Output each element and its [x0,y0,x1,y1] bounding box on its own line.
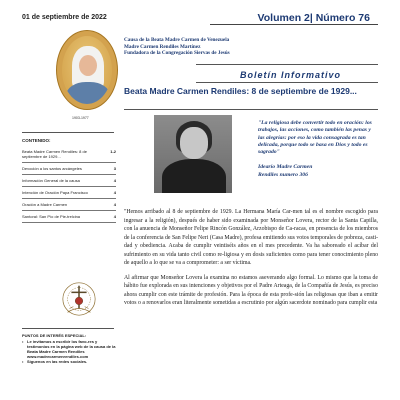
toc-item[interactable] [22,211,116,223]
special-interest-title: PUNTOS DE INTERÉS ESPECIAL: [22,333,87,338]
volume-number: Volumen 2| Número 76 [257,12,370,24]
boletin-bottom-rule [196,82,378,83]
article-headline: Beata Madre Carmen Rendiles: 8 de septiembre de 1929... [124,86,357,96]
article-body [124,208,378,314]
toc-item-title: Oración a Madre Carmen [22,202,68,207]
congregation-line-1: Causa de la Beata Madre Carmen de Venezuela [124,37,230,43]
toc-item-title: Información General de la causa [22,178,80,183]
sidebar-bottom-rule [22,328,114,329]
congregation-line-2: Madre Carmen Rendiles Martínez [124,43,201,50]
boletin-title: Boletín Informativo [240,70,342,80]
table-of-contents [22,146,116,223]
pull-quote [258,120,378,179]
special-interest-item: • Le invitamos a escribir los favo-res y testimonios en la página web de la causa de la Beata Madre Carmen Rendiles www.madrecarmenrendiles.com [22,339,118,359]
toc-item-page: 3 [113,166,116,171]
toc-item-page: 1-2 [110,149,116,154]
header-divider [210,24,378,25]
congregation-crest-icon [60,280,98,318]
headline-rule [124,109,378,110]
toc-item-title: Beata Madre Carmen Rendiles: 8 de septiembre de 1929... [22,149,87,159]
toc-item-title: Intención de Oración Papa Francisco [22,190,88,195]
madre-carmen-photo [154,115,232,193]
article-paragraph-2: Al afirmar que Monseñor Lovera la examina no estamos aseverando algo formal. Lo mismo que la toma de hábito fue explorada en sus intenciones y objetivos por el Padre Arteaga, de la Compañía de Jesús, es preciso ahora cumplir con este trámite de profesión. Para la época de esta profe-sión las religiosas que iban a emitir votos o a renovarlos eran literalmente sometidas a escrutinio por algún sacerdote nominado para cumplir esta [124,274,378,306]
toc-item[interactable] [22,199,116,211]
article-paragraph-1: "Hemos arribado al 8 de septiembre de 1929. La Hermana María Car-men tal es el nombre escogido para ingresar a la religión), después de haber sido examinada por Monseñor Lovera, rector de la Santa Capilla, con la anuencia de Monseñor Felipe Rincón González, Arzobispo de Ca-racas, en presencia de los miembros de la conferencia de San Felipe Neri (Casa Madre), profesa emitiendo sus votos temporales de pobreza, casti-dad y obediencia. Acaba de cumplir veintiséis años en el mes precedente. Va ha saboreado el acíbar del sufrimiento en su vida tanto civil como re-ligiosa y en dosis suficientes como para tener conocimiento pleno de aquello a lo que se va a comprometer: a ser víctima. [124,209,379,266]
lifespan-caption: 1903-1977 [72,116,89,120]
toc-item[interactable] [22,146,116,163]
madre-carmen-medallion-portrait [56,30,118,110]
toc-item-title: Santoral: San Pío de Pie-trelcina [22,214,81,219]
quote-source-2: Rendiles numero 306 [258,171,308,178]
toc-item-page: 4 [113,214,116,219]
toc-item-page: 4 [113,178,116,183]
sidebar-top-rule [22,132,114,133]
issue-date: 01 de septiembre de 2022 [22,14,107,21]
boletin-top-rule [196,64,378,65]
toc-item-page: 4 [113,202,116,207]
toc-item[interactable] [22,175,116,187]
special-interest-box [22,333,118,364]
toc-item-title: Devoción a los santos arcángeles [22,166,82,171]
contents-heading: CONTENIDO: [22,138,51,143]
congregation-info [124,37,230,57]
special-interest-item: • Síguenos en las redes sociales. [22,359,118,364]
toc-item[interactable] [22,163,116,175]
quote-text: "La religiosa debe convertir todo en oración: los trabajos, las acciones, como también las penas y las alegrías: por eso la vida consagrada es tan delicada, porque todo se basa en Dios y todo es sagrado" [258,120,372,156]
toc-item-page: 4 [113,190,116,195]
toc-item[interactable] [22,187,116,199]
quote-source-1: Idearío Madre Carmen [258,164,313,171]
congregation-line-3: Fundadora de la Congregación Siervas de Jesús [124,50,230,56]
